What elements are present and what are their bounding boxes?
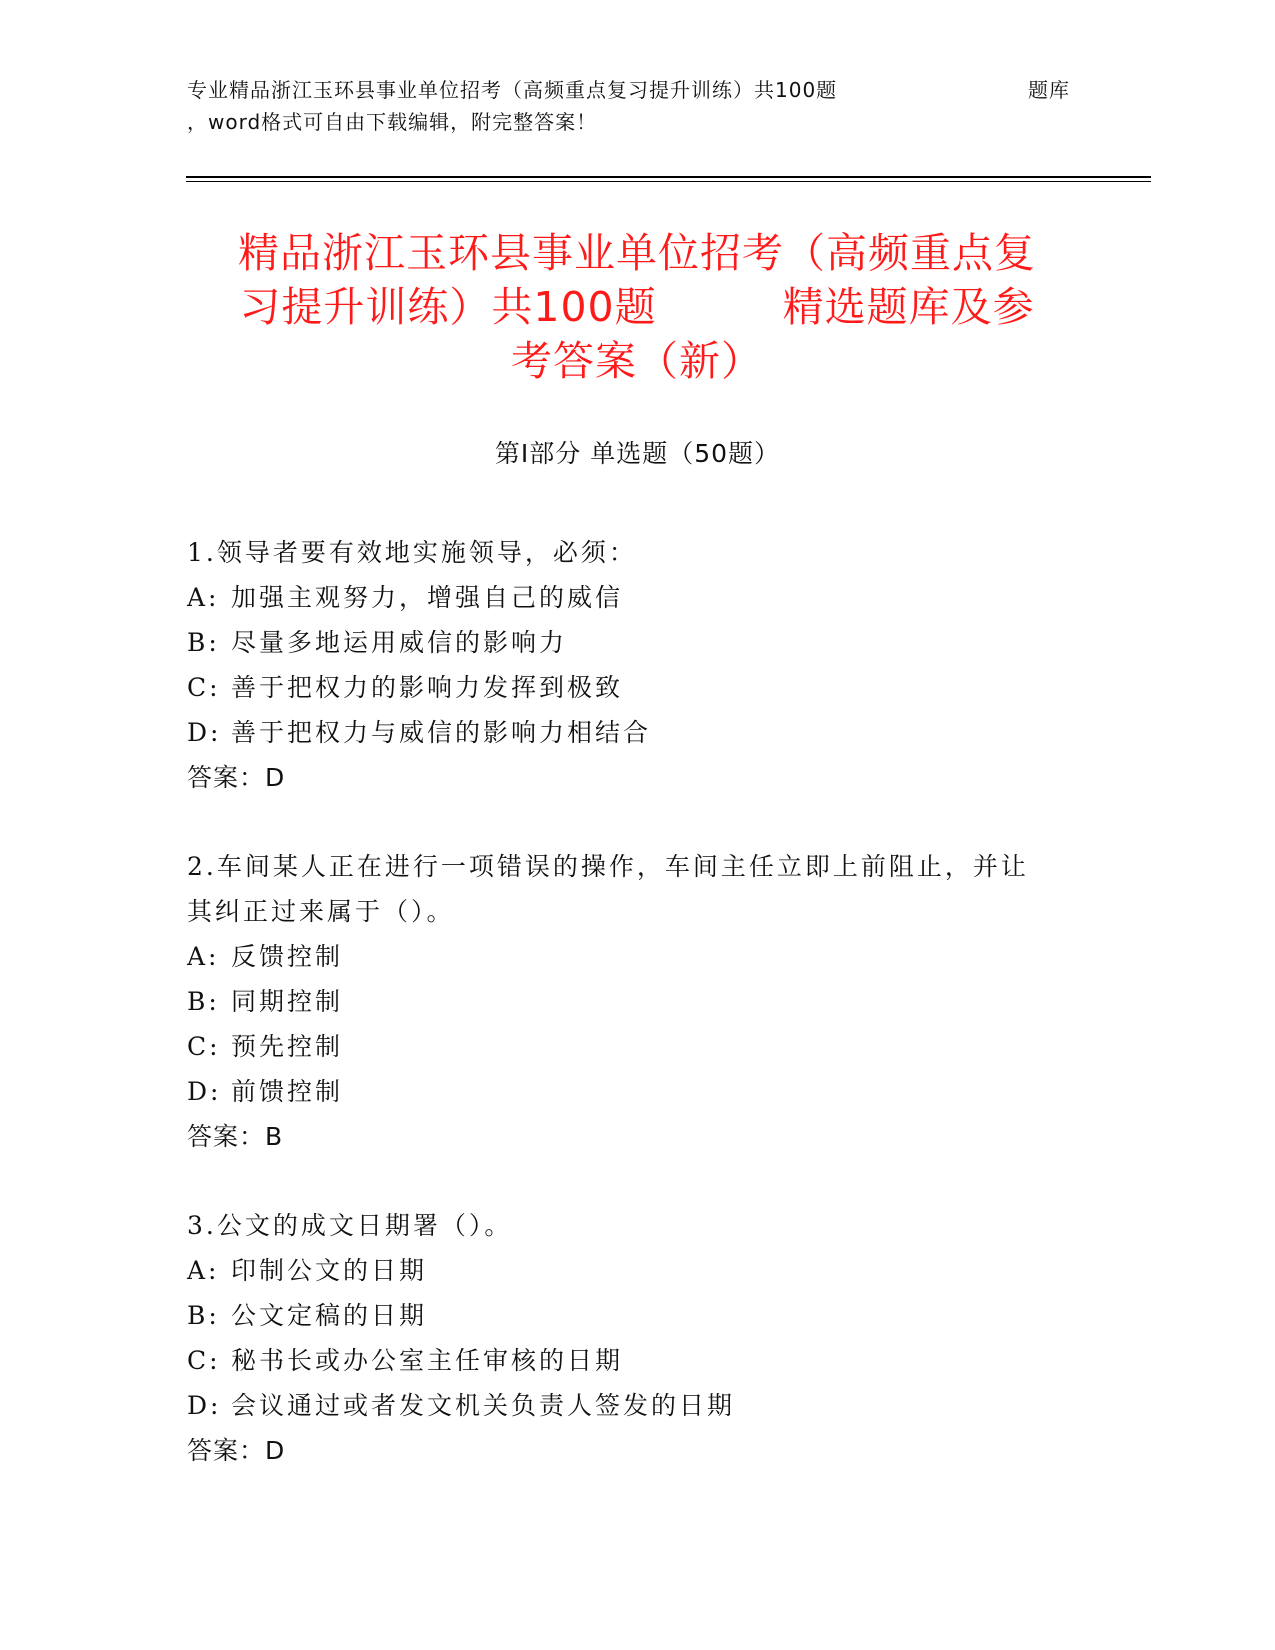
header-tail-text: 题库 (1028, 78, 1070, 102)
question-stem: 2.车间某人正在进行一项错误的操作，车间主任立即上前阻止，并让其纠正过来属于（）。 (187, 852, 1029, 926)
answer-line: 答案：D (187, 1436, 286, 1465)
header-rule-thick (186, 176, 1151, 178)
option-b (187, 1293, 1087, 1338)
option-letter: D: (187, 1391, 222, 1420)
option-a (187, 934, 1087, 979)
option-a (187, 1248, 1087, 1293)
option-text: 印制公文的日期 (231, 1256, 428, 1285)
option-text: 善于把权力与威信的影响力相结合 (231, 718, 652, 747)
header-rule-thin (186, 181, 1151, 182)
question-stem: 1.领导者要有效地实施领导，必须： (187, 538, 637, 567)
option-text: 反馈控制 (231, 942, 344, 971)
option-letter: C: (187, 1032, 221, 1061)
section-title: 第Ⅰ部分 单选题（50题） (494, 439, 781, 468)
option-text: 前馈控制 (231, 1077, 344, 1106)
question-3 (187, 1203, 1087, 1473)
option-c (187, 1024, 1087, 1069)
question-2 (187, 844, 1087, 1159)
answer-line: 答案：D (187, 763, 286, 792)
option-text: 同期控制 (231, 987, 344, 1016)
question-1 (187, 530, 1087, 800)
option-text: 会议通过或者发文机关负责人签发的日期 (231, 1391, 736, 1420)
option-letter: A: (187, 942, 220, 971)
option-text: 加强主观努力，增强自己的威信 (231, 583, 624, 612)
option-b (187, 979, 1087, 1024)
option-letter: D: (187, 1077, 222, 1106)
header-line-2: ，word格式可自由下载编辑，附完整答案！ (187, 110, 598, 134)
title-line-3: 考答案（新） (511, 337, 763, 385)
option-c (187, 1338, 1087, 1383)
document-title (187, 226, 1087, 388)
option-text: 预先控制 (231, 1032, 344, 1061)
option-d (187, 1383, 1087, 1428)
option-letter: B: (187, 987, 220, 1016)
option-c (187, 665, 1087, 710)
header-text: 专业精品浙江玉环县事业单位招考（高频重点复习提升训练）共100题 (187, 78, 838, 102)
title-line-1: 精品浙江玉环县事业单位招考（高频重点复 (238, 229, 1036, 277)
answer-line: 答案：B (187, 1122, 284, 1151)
option-letter: C: (187, 1346, 221, 1375)
option-text: 善于把权力的影响力发挥到极致 (231, 673, 624, 702)
option-letter: D: (187, 718, 222, 747)
option-letter: C: (187, 673, 221, 702)
option-text: 秘书长或办公室主任审核的日期 (231, 1346, 624, 1375)
page-header (187, 74, 1087, 138)
option-d (187, 710, 1087, 755)
option-text: 公文定稿的日期 (231, 1301, 428, 1330)
option-b (187, 620, 1087, 665)
option-letter: B: (187, 628, 220, 657)
title-line-2: 习提升训练）共100题 精选题库及参 (239, 283, 1035, 331)
option-letter: A: (187, 1256, 220, 1285)
option-d (187, 1069, 1087, 1114)
option-letter: A: (187, 583, 220, 612)
option-a (187, 575, 1087, 620)
option-letter: B: (187, 1301, 220, 1330)
question-list (187, 530, 1087, 1517)
header-line-1 (187, 74, 1087, 106)
option-text: 尽量多地运用威信的影响力 (231, 628, 568, 657)
question-stem: 3.公文的成文日期署（）。 (187, 1211, 513, 1240)
